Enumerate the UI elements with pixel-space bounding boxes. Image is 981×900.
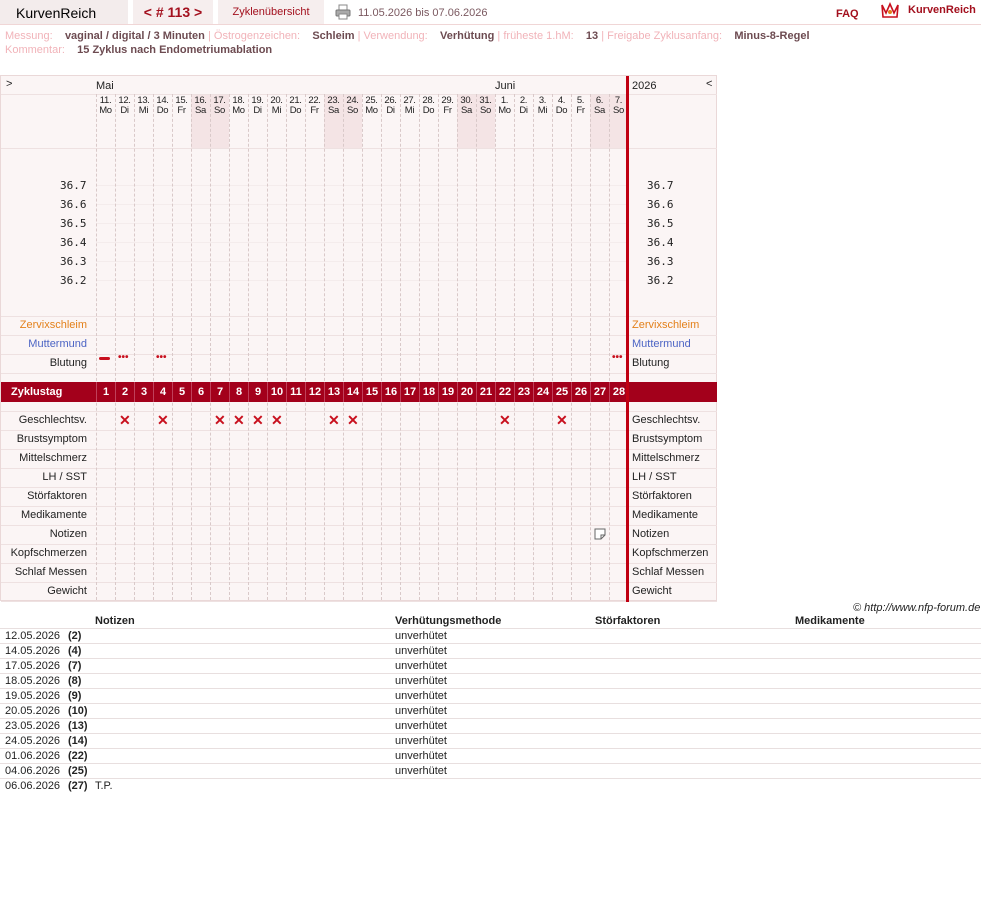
table-row <box>0 658 981 673</box>
cycle-day[interactable]: 12 <box>305 382 324 402</box>
note-method: unverhütet <box>395 720 447 732</box>
bleeding-strong-mark <box>99 357 110 360</box>
day-column-line <box>191 94 192 600</box>
day-column-line <box>514 94 515 600</box>
weekday: Fr <box>177 105 186 116</box>
note-cycle-day: (9) <box>68 690 82 702</box>
header-verhuetungsmethode: Verhütungsmethode <box>395 615 502 627</box>
row-label-right: Schlaf Messen <box>632 566 705 578</box>
cycle-day[interactable]: 17 <box>400 382 419 402</box>
day-column-line <box>400 94 401 600</box>
day-number: 11. <box>99 95 112 106</box>
day-label <box>419 96 438 116</box>
copyright-notice[interactable]: © http://www.nfp-forum.de <box>853 602 981 614</box>
oestrogen-label: Östrogenzeichen: <box>213 30 301 42</box>
cycle-day[interactable]: 6 <box>191 382 210 402</box>
cross-mark-icon[interactable]: ✕ <box>157 412 169 428</box>
note-method: unverhütet <box>395 675 447 687</box>
day-number: 29. <box>441 95 454 106</box>
note-date: 18.05.2026 <box>5 675 61 687</box>
note-cycle-day: (4) <box>68 645 82 657</box>
cycle-day[interactable]: 2 <box>115 382 134 402</box>
header-stoerfaktoren: Störfaktoren <box>595 615 661 627</box>
temperature-label-right: 36.6 <box>647 198 674 211</box>
meta-line-2 <box>5 44 272 56</box>
temp-grid-line <box>96 242 626 243</box>
day-number: 4. <box>557 95 566 106</box>
row-line <box>1 601 717 602</box>
note-date: 12.05.2026 <box>5 630 61 642</box>
day-number: 27. <box>403 95 416 106</box>
temperature-label-right: 36.5 <box>647 217 674 230</box>
nav-prev-arrow[interactable]: > <box>6 78 13 90</box>
day-label <box>533 96 552 116</box>
cycle-day[interactable]: 22 <box>495 382 514 402</box>
day-label <box>248 96 267 116</box>
row-label-right: Blutung <box>632 357 670 369</box>
weekday: Mi <box>271 105 282 116</box>
printer-icon[interactable] <box>335 4 351 20</box>
day-column-line <box>590 94 591 600</box>
temperature-label-right: 36.4 <box>647 236 674 249</box>
cycle-day[interactable]: 11 <box>286 382 305 402</box>
temperature-label-right: 36.3 <box>647 255 674 268</box>
day-label <box>267 96 286 116</box>
cycle-day[interactable]: 4 <box>153 382 172 402</box>
note-cycle-day: (25) <box>68 765 88 777</box>
row-label-right: Gewicht <box>632 585 672 597</box>
freigabe-value: Minus-8-Regel <box>734 30 810 42</box>
day-label <box>286 96 305 116</box>
row-label: Brustsymptom <box>16 433 87 445</box>
row-label-right: Brustsymptom <box>632 433 703 445</box>
day-column-line <box>571 94 572 600</box>
cross-mark-icon[interactable]: ✕ <box>119 412 131 428</box>
weekday: Mo <box>99 105 112 116</box>
note-cycle-day: (22) <box>68 750 88 762</box>
separator: | <box>601 30 605 42</box>
cross-mark-icon[interactable]: ✕ <box>214 412 226 428</box>
temperature-label: 36.7 <box>60 179 87 192</box>
day-label <box>495 96 514 116</box>
temperature-label-right: 36.2 <box>647 274 674 287</box>
year-label: 2026 <box>632 80 657 92</box>
cycle-day[interactable]: 24 <box>533 382 552 402</box>
day-label <box>571 96 590 116</box>
weekday: Sa <box>194 105 207 116</box>
day-number: 21. <box>289 95 302 106</box>
day-column-line <box>419 94 420 600</box>
day-column-line <box>172 94 173 600</box>
day-label <box>381 96 400 116</box>
top-bar <box>0 0 981 25</box>
day-column-line <box>229 94 230 600</box>
day-column-line <box>362 94 363 600</box>
weekday: Fr <box>576 105 585 116</box>
note-method: unverhütet <box>395 660 447 672</box>
day-column-line <box>134 94 135 600</box>
zyklustag-band <box>1 382 717 402</box>
day-label <box>305 96 324 116</box>
day-column-line <box>305 94 306 600</box>
temperature-label: 36.6 <box>60 198 87 211</box>
day-number: 2. <box>519 95 528 106</box>
day-number: 25. <box>365 95 378 106</box>
header-medikamente: Medikamente <box>795 615 865 627</box>
day-number: 1. <box>500 95 509 106</box>
day-column-line <box>153 94 154 600</box>
weekday: Do <box>422 105 435 116</box>
table-row <box>0 778 981 793</box>
note-date: 20.05.2026 <box>5 705 61 717</box>
note-method: unverhütet <box>395 750 447 762</box>
day-label <box>153 96 172 116</box>
weekday: Mi <box>537 105 548 116</box>
brand-name[interactable]: KurvenReich <box>908 4 976 16</box>
day-column-line <box>210 94 211 600</box>
note-date: 17.05.2026 <box>5 660 61 672</box>
messung-value: vaginal / digital / 3 Minuten <box>64 30 205 42</box>
day-column-line <box>495 94 496 600</box>
cycle-day[interactable]: 7 <box>210 382 229 402</box>
hm-label: früheste 1.hM: <box>503 30 574 42</box>
weekday: So <box>346 105 359 116</box>
row-label-right: Kopfschmerzen <box>632 547 709 559</box>
day-number: 7. <box>614 95 623 106</box>
day-number: 26. <box>384 95 397 106</box>
day-label <box>172 96 191 116</box>
row-label-right: Medikamente <box>632 509 699 521</box>
day-number: 6. <box>595 95 604 106</box>
day-label <box>400 96 419 116</box>
day-label <box>457 96 476 116</box>
day-number: 24. <box>346 95 359 106</box>
note-icon[interactable] <box>594 528 606 540</box>
weekday: Di <box>519 105 528 116</box>
row-label: Geschlechtsv. <box>18 414 87 426</box>
cycle-day[interactable]: 23 <box>514 382 533 402</box>
row-label-right: Störfaktoren <box>632 490 692 502</box>
oestrogen-value: Schleim <box>312 30 355 42</box>
temp-grid-line <box>96 261 626 262</box>
day-label <box>362 96 381 116</box>
day-label <box>552 96 571 116</box>
day-number: 3. <box>538 95 547 106</box>
day-column-line <box>552 94 553 600</box>
note-method: unverhütet <box>395 645 447 657</box>
day-number: 28. <box>422 95 435 106</box>
note-text: T.P. <box>95 780 113 792</box>
day-number: 20. <box>270 95 283 106</box>
nav-next-arrow[interactable]: < <box>706 78 713 90</box>
temperature-label: 36.2 <box>60 274 87 287</box>
row-label-right: Muttermund <box>632 338 691 350</box>
weekday: Mo <box>365 105 378 116</box>
day-column-line <box>343 94 344 600</box>
note-cycle-day: (27) <box>68 780 88 792</box>
weekday: So <box>612 105 625 116</box>
row-label: Zervixschleim <box>19 319 87 331</box>
table-row <box>0 703 981 718</box>
note-cycle-day: (13) <box>68 720 88 732</box>
note-date: 23.05.2026 <box>5 720 61 732</box>
weekday: So <box>213 105 226 116</box>
weekday: Mi <box>404 105 415 116</box>
app-title: KurvenReich <box>0 0 128 24</box>
cycle-overview-button[interactable]: Zyklenübersicht <box>218 0 324 24</box>
note-method: unverhütet <box>395 735 447 747</box>
day-number: 13. <box>137 95 150 106</box>
note-method: unverhütet <box>395 630 447 642</box>
cycle-navigation[interactable]: < # 113 > <box>133 0 213 24</box>
day-number: 18. <box>232 95 245 106</box>
day-label <box>514 96 533 116</box>
table-row <box>0 673 981 688</box>
weekday: Fr <box>310 105 319 116</box>
separator: | <box>207 30 211 42</box>
cycle-day[interactable]: 21 <box>476 382 495 402</box>
cross-mark-icon[interactable]: ✕ <box>347 412 359 428</box>
table-row <box>0 733 981 748</box>
note-method: unverhütet <box>395 690 447 702</box>
table-row <box>0 748 981 763</box>
row-label: LH / SST <box>42 471 87 483</box>
cycle-day[interactable]: 26 <box>571 382 590 402</box>
cycle-day[interactable]: 1 <box>96 382 115 402</box>
weekday: Sa <box>327 105 340 116</box>
temp-grid-line <box>96 204 626 205</box>
temp-grid-line <box>96 223 626 224</box>
month-label-may: Mai <box>96 80 114 92</box>
weekday: Di <box>253 105 262 116</box>
bleeding-spot-mark: ••• <box>612 352 623 363</box>
kommentar-value: 15 Zyklus nach Endometriumablation <box>77 44 273 56</box>
table-row <box>0 718 981 733</box>
note-cycle-day: (7) <box>68 660 82 672</box>
day-number: 22. <box>308 95 321 106</box>
row-label-right: Mittelschmerz <box>632 452 700 464</box>
weekday: Do <box>555 105 568 116</box>
cycle-day[interactable]: 10 <box>267 382 286 402</box>
day-column-line <box>267 94 268 600</box>
day-number: 17. <box>213 95 226 106</box>
day-label <box>324 96 343 116</box>
note-cycle-day: (14) <box>68 735 88 747</box>
day-number: 14. <box>156 95 169 106</box>
day-label <box>438 96 457 116</box>
day-label <box>590 96 609 116</box>
day-number: 30. <box>460 95 473 106</box>
verwendung-value: Verhütung <box>439 30 495 42</box>
table-row <box>0 628 981 643</box>
zyklustag-label: Zyklustag <box>11 386 63 398</box>
day-number: 19. <box>251 95 264 106</box>
row-label: Medikamente <box>20 509 87 521</box>
temp-grid-line <box>96 280 626 281</box>
temperature-label: 36.4 <box>60 236 87 249</box>
cross-mark-icon[interactable]: ✕ <box>328 412 340 428</box>
note-date: 01.06.2026 <box>5 750 61 762</box>
note-date: 06.06.2026 <box>5 780 61 792</box>
row-label: Blutung <box>49 357 87 369</box>
weekday: Sa <box>460 105 473 116</box>
note-cycle-day: (2) <box>68 630 82 642</box>
month-label-june: Juni <box>495 80 516 92</box>
day-label <box>96 96 115 116</box>
table-row <box>0 688 981 703</box>
note-date: 19.05.2026 <box>5 690 61 702</box>
note-method: unverhütet <box>395 705 447 717</box>
verwendung-label: Verwendung: <box>363 30 428 42</box>
note-cycle-day: (10) <box>68 705 88 717</box>
day-number: 31. <box>479 95 492 106</box>
weekday: Fr <box>443 105 452 116</box>
cycle-day[interactable]: 3 <box>134 382 153 402</box>
day-column-line <box>438 94 439 600</box>
note-method: unverhütet <box>395 765 447 777</box>
day-column-line <box>96 94 97 600</box>
cycle-day[interactable]: 13 <box>324 382 343 402</box>
row-label: Kopfschmerzen <box>10 547 87 559</box>
temperature-label-right: 36.7 <box>647 179 674 192</box>
cross-mark-icon[interactable]: ✕ <box>556 412 568 428</box>
cycle-day[interactable]: 5 <box>172 382 191 402</box>
day-label <box>191 96 210 116</box>
day-number: 16. <box>194 95 207 106</box>
day-label <box>476 96 495 116</box>
messung-label: Messung: <box>5 30 53 42</box>
weekday: Sa <box>593 105 606 116</box>
freigabe-label: Freigabe Zyklusanfang: <box>607 30 723 42</box>
kommentar-label: Kommentar: <box>5 44 65 56</box>
bleeding-spot-mark: ••• <box>156 352 167 363</box>
row-label-right: LH / SST <box>632 471 677 483</box>
cycle-day[interactable]: 28 <box>609 382 628 402</box>
weekday: Di <box>120 105 129 116</box>
cycle-day[interactable]: 25 <box>552 382 571 402</box>
note-cycle-day: (8) <box>68 675 82 687</box>
separator: | <box>357 30 361 42</box>
day-number: 15. <box>175 95 188 106</box>
temperature-label: 36.5 <box>60 217 87 230</box>
day-number: 23. <box>327 95 340 106</box>
day-number: 5. <box>576 95 585 106</box>
cycle-chart <box>0 75 717 601</box>
row-label: Schlaf Messen <box>14 566 87 578</box>
temperature-label: 36.3 <box>60 255 87 268</box>
cycle-day[interactable]: 8 <box>229 382 248 402</box>
day-label <box>134 96 153 116</box>
crown-logo-icon <box>880 1 900 19</box>
cycle-day[interactable]: 18 <box>419 382 438 402</box>
day-column-line <box>533 94 534 600</box>
day-label <box>229 96 248 116</box>
weekday: So <box>479 105 492 116</box>
cycle-day[interactable]: 16 <box>381 382 400 402</box>
temp-grid-line <box>96 185 626 186</box>
cycle-day[interactable]: 19 <box>438 382 457 402</box>
row-label-right: Geschlechtsv. <box>632 414 701 426</box>
day-label <box>343 96 362 116</box>
row-label-right: Notizen <box>632 528 670 540</box>
note-date: 24.05.2026 <box>5 735 61 747</box>
cycle-day[interactable]: 20 <box>457 382 476 402</box>
weekday: Mo <box>498 105 511 116</box>
weekday: Do <box>156 105 169 116</box>
table-row <box>0 643 981 658</box>
weekday: Mo <box>232 105 245 116</box>
day-number: 12. <box>118 95 131 106</box>
today-marker-line <box>626 76 629 602</box>
cross-mark-icon[interactable]: ✕ <box>252 412 264 428</box>
meta-line-1 <box>5 30 810 42</box>
day-column-line <box>457 94 458 600</box>
note-date: 14.05.2026 <box>5 645 61 657</box>
weekday: Do <box>289 105 302 116</box>
row-label-right: Zervixschleim <box>632 319 700 331</box>
table-row <box>0 763 981 778</box>
cycle-day[interactable]: 27 <box>590 382 609 402</box>
row-label: Gewicht <box>47 585 87 597</box>
day-column-line <box>324 94 325 600</box>
cross-mark-icon[interactable]: ✕ <box>499 412 511 428</box>
note-date: 04.06.2026 <box>5 765 61 777</box>
day-column-line <box>381 94 382 600</box>
date-range: 11.05.2026 bis 07.06.2026 <box>358 7 488 19</box>
cycle-day[interactable]: 14 <box>343 382 362 402</box>
row-label: Mittelschmerz <box>19 452 87 464</box>
cross-mark-icon[interactable]: ✕ <box>271 412 283 428</box>
cycle-day[interactable]: 9 <box>248 382 267 402</box>
faq-link[interactable]: FAQ <box>836 8 859 20</box>
day-column-line <box>286 94 287 600</box>
day-column-line <box>476 94 477 600</box>
row-label: Notizen <box>49 528 87 540</box>
separator: | <box>497 30 501 42</box>
header-notizen: Notizen <box>95 615 135 627</box>
cross-mark-icon[interactable]: ✕ <box>233 412 245 428</box>
day-label <box>115 96 134 116</box>
weekday: Di <box>386 105 395 116</box>
row-label: Störfaktoren <box>27 490 87 502</box>
day-label <box>210 96 229 116</box>
day-column-line <box>609 94 610 600</box>
hm-value: 13 <box>585 30 599 42</box>
weekday: Mi <box>138 105 149 116</box>
bleeding-spot-mark: ••• <box>118 352 129 363</box>
day-column-line <box>115 94 116 600</box>
cycle-day[interactable]: 15 <box>362 382 381 402</box>
row-label: Muttermund <box>28 338 87 350</box>
day-column-line <box>248 94 249 600</box>
